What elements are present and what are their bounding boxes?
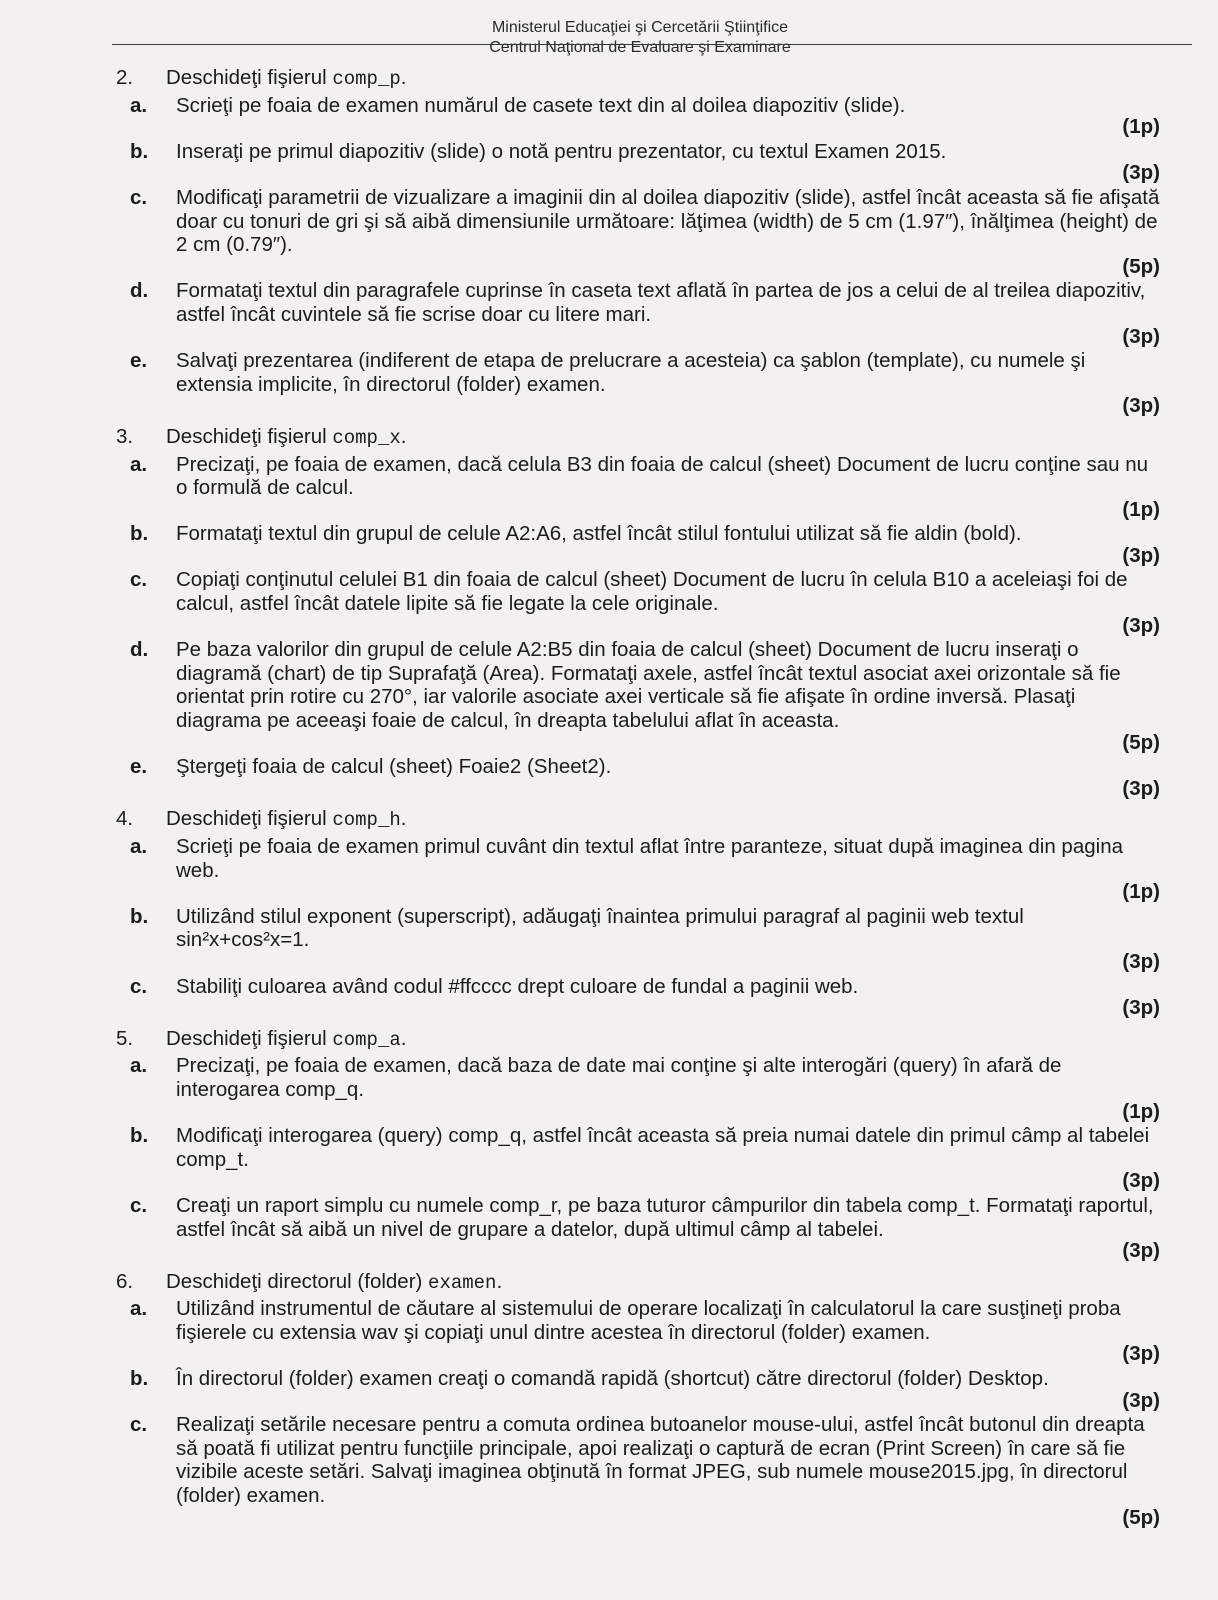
exercise-file-name: comp_a — [332, 1028, 401, 1051]
task-text: Scrieţi pe foaia de examen numărul de casete text din al doilea diapozitiv (slide). — [176, 93, 906, 117]
task-points: (3p) — [1122, 1169, 1160, 1193]
task-text: Creaţi un raport simplu cu numele comp_r, pe baza tuturor câmpurilor din tabela comp_t. Formataţi raportul, astfel încât să aibă un nivel de grupare a datelor, după ultimul câmp al tabelei. — [176, 1193, 1154, 1241]
exercise-punctuation: . — [400, 66, 407, 89]
task-points: (1p) — [1122, 497, 1160, 521]
task-label: e. — [130, 349, 148, 373]
exercise-number: 4. — [116, 807, 134, 831]
task-text: Utilizând instrumentul de căutare al sistemului de operare localizaţi în calculatorul la care susţineţi proba fişierele cu extensia wav şi copiaţi unul dintre acestea în directorul (folder) examen. — [176, 1297, 1121, 1344]
task-text: Stabiliţi culoarea având codul #ffcccc drept culoare de fundal a paginii web. — [176, 974, 859, 998]
task-item — [60, 638, 1170, 754]
exercise-punctuation: . — [400, 1026, 407, 1050]
exercise-6 — [60, 1270, 1170, 1537]
exercise-number: 6. — [116, 1269, 134, 1293]
task-text: Inseraţi pe primul diapozitiv (slide) o notă pentru prezentator, cu textul Examen 2015. — [176, 139, 947, 163]
task-points: (1p) — [1122, 115, 1160, 139]
exercise-number: 3. — [116, 424, 134, 448]
task-points: (1p) — [1122, 1099, 1160, 1123]
task-item — [60, 453, 1170, 522]
task-text: Copiaţi conţinutul celulei B1 din foaia de calcul (sheet) Document de lucru în celula B10 a aceleiaşi foi de calcul, astfel încât datele lipite să fie legate la cele originale. — [176, 568, 1128, 616]
exercise-heading — [60, 1270, 1170, 1296]
task-item — [60, 568, 1170, 637]
task-text: În directorul (folder) examen creaţi o comandă rapidă (shortcut) către directorul (folder) Desktop. — [176, 1367, 1049, 1391]
exercise-punctuation: . — [400, 807, 407, 831]
exam-content — [60, 66, 1170, 1536]
task-label: d. — [130, 638, 149, 662]
task-label: b. — [130, 1124, 149, 1148]
task-label: c. — [130, 974, 148, 998]
task-label: b. — [130, 139, 149, 163]
task-text: Modificaţi interogarea (query) comp_q, astfel încât aceasta să preia numai datele din primul câmp al tabelei comp_t. — [176, 1124, 1150, 1171]
task-label: a. — [130, 1054, 148, 1078]
exercise-instruction: Deschideţi directorul (folder) — [166, 1269, 429, 1293]
center-name: Centrul Naţional de Evaluare şi Examinare — [489, 39, 791, 56]
exercise-file-name: comp_p — [332, 68, 401, 90]
task-label: c. — [130, 1193, 148, 1217]
exercise-number: 5. — [116, 1026, 134, 1050]
task-text: Precizaţi, pe foaia de examen, dacă baza de date mai conţine şi alte interogări (query) în afară de interogarea comp_q. — [176, 1054, 1062, 1101]
task-item — [60, 1194, 1170, 1263]
task-text: Precizaţi, pe foaia de examen, dacă celula B3 din foaia de calcul (sheet) Document de lucru conţine sau nu o formulă de calcul. — [176, 452, 1149, 500]
task-text: Modificaţi parametrii de vizualizare a imaginii din al doilea diapozitiv (slide), astfel încât aceasta să fie afişată doar cu tonuri de gri şi să aibă dimensiunile următoare: lăţimea (width) de 5 cm (1.97″), înălţimea (height) de 2 cm (0.79″). — [176, 185, 1160, 257]
task-points: (5p) — [1122, 1505, 1160, 1529]
exercise-number: 2. — [116, 66, 134, 89]
task-item — [60, 1413, 1170, 1529]
task-text: Utilizând stilul exponent (superscript), adăugaţi înaintea primului paragraf al paginii web textul sin²x+cos²x=1. — [176, 904, 1024, 952]
task-label: c. — [130, 1413, 148, 1437]
task-text: Scrieţi pe foaia de examen primul cuvânt din textul aflat între paranteze, situat după imaginea din pagina web. — [176, 835, 1123, 882]
exercise-punctuation: . — [496, 1269, 503, 1293]
task-points: (3p) — [1122, 1239, 1160, 1263]
exercise-instruction: Deschideţi fişierul — [166, 424, 333, 448]
task-text: Salvaţi prezentarea (indiferent de etapa de prelucrare a acesteia) ca şablon (template), cu numele şi extensia implicite, în directorul (folder) examen. — [176, 349, 1086, 396]
task-label: c. — [130, 185, 148, 209]
task-text: Ştergeţi foaia de calcul (sheet) Foaie2 (Sheet2). — [176, 755, 612, 779]
task-points: (3p) — [1122, 1388, 1160, 1412]
task-item — [60, 94, 1170, 139]
task-item — [60, 905, 1170, 974]
task-label: a. — [130, 93, 148, 117]
exercise-heading — [60, 1027, 1170, 1053]
task-label: c. — [130, 568, 148, 592]
task-item — [60, 140, 1170, 185]
task-label: b. — [130, 904, 149, 928]
task-points: (1p) — [1122, 880, 1160, 904]
exercise-5 — [60, 1027, 1170, 1270]
task-item — [60, 1054, 1170, 1123]
task-points: (3p) — [1122, 161, 1160, 185]
task-label: b. — [130, 522, 149, 546]
task-label: a. — [130, 452, 148, 476]
exercise-heading — [60, 425, 1170, 451]
task-item — [60, 755, 1170, 800]
task-item — [60, 349, 1170, 418]
exercise-file-name: comp_x — [332, 426, 401, 449]
task-points: (3p) — [1122, 776, 1160, 800]
task-points: (3p) — [1122, 394, 1160, 418]
task-label: b. — [130, 1367, 149, 1391]
task-label: a. — [130, 835, 148, 858]
task-points: (5p) — [1122, 254, 1160, 278]
task-item — [60, 1297, 1170, 1366]
exercise-instruction: Deschideţi fişierul — [166, 66, 333, 89]
task-points: (3p) — [1122, 324, 1160, 348]
task-label: e. — [130, 755, 148, 779]
task-points: (5p) — [1122, 730, 1160, 754]
exercise-file-name: examen — [428, 1271, 497, 1294]
task-points: (3p) — [1122, 1342, 1160, 1366]
exercise-file-name: comp_h — [332, 809, 401, 832]
exercise-heading — [60, 807, 1170, 833]
task-points: (3p) — [1122, 613, 1160, 637]
exercise-3 — [60, 425, 1170, 808]
ministry-name: Ministerul Educaţiei şi Cercetării Ştiinţifice — [491, 19, 789, 36]
exercise-punctuation: . — [400, 424, 407, 448]
task-points: (3p) — [1122, 543, 1160, 567]
exercise-2 — [60, 66, 1170, 425]
task-item — [60, 279, 1170, 348]
task-item — [60, 522, 1170, 567]
task-text: Formataţi textul din grupul de celule A2:A6, astfel încât stilul fontului utilizat să fie aldin (bold). — [176, 522, 1022, 546]
header-divider — [112, 44, 1192, 45]
task-item — [60, 975, 1170, 1020]
exercise-instruction: Deschideţi fişierul — [166, 807, 333, 831]
task-item — [60, 1367, 1170, 1412]
task-item — [60, 835, 1170, 904]
task-text: Realizaţi setările necesare pentru a comuta ordinea butoanelor mouse-ului, astfel încât butonul din dreapta să poată fi utilizat pentru funcţiile principale, apoi realizaţi o captură de ecran (Print Screen) în care să fie vizibile aceste setări. Salvaţi imaginea obţinută în format JPEG, sub numele mouse2015.jpg, în directorul (folder) examen. — [176, 1413, 1145, 1508]
task-item — [60, 1124, 1170, 1193]
exercise-4 — [60, 807, 1170, 1026]
task-label: d. — [130, 279, 149, 303]
exercise-instruction: Deschideţi fişierul — [166, 1026, 333, 1050]
task-label: a. — [130, 1297, 148, 1321]
task-item — [60, 186, 1170, 278]
document-header — [410, 18, 870, 58]
task-points: (3p) — [1122, 949, 1160, 973]
exercise-heading — [60, 66, 1170, 92]
task-text: Formataţi textul din paragrafele cuprinse în caseta text aflată în partea de jos a celui de al treilea diapozitiv, astfel încât cuvintele să fie scrise doar cu litere mari. — [176, 279, 1146, 326]
task-text: Pe baza valorilor din grupul de celule A2:B5 din foaia de calcul (sheet) Document de lucru inseraţi o diagramă (chart) de tip Suprafaţă (Area). Formataţi axele, astfel încât textul asociat axei orizontale să fie orientat prin rotire cu 270°, iar valorile asociate axei verticale să fie afişate în ordine inversă. Plasaţi diagrama pe aceeaşi foaie de calcul, în dreapta tabelului aflat în aceasta. — [176, 638, 1121, 733]
task-points: (3p) — [1122, 996, 1160, 1020]
